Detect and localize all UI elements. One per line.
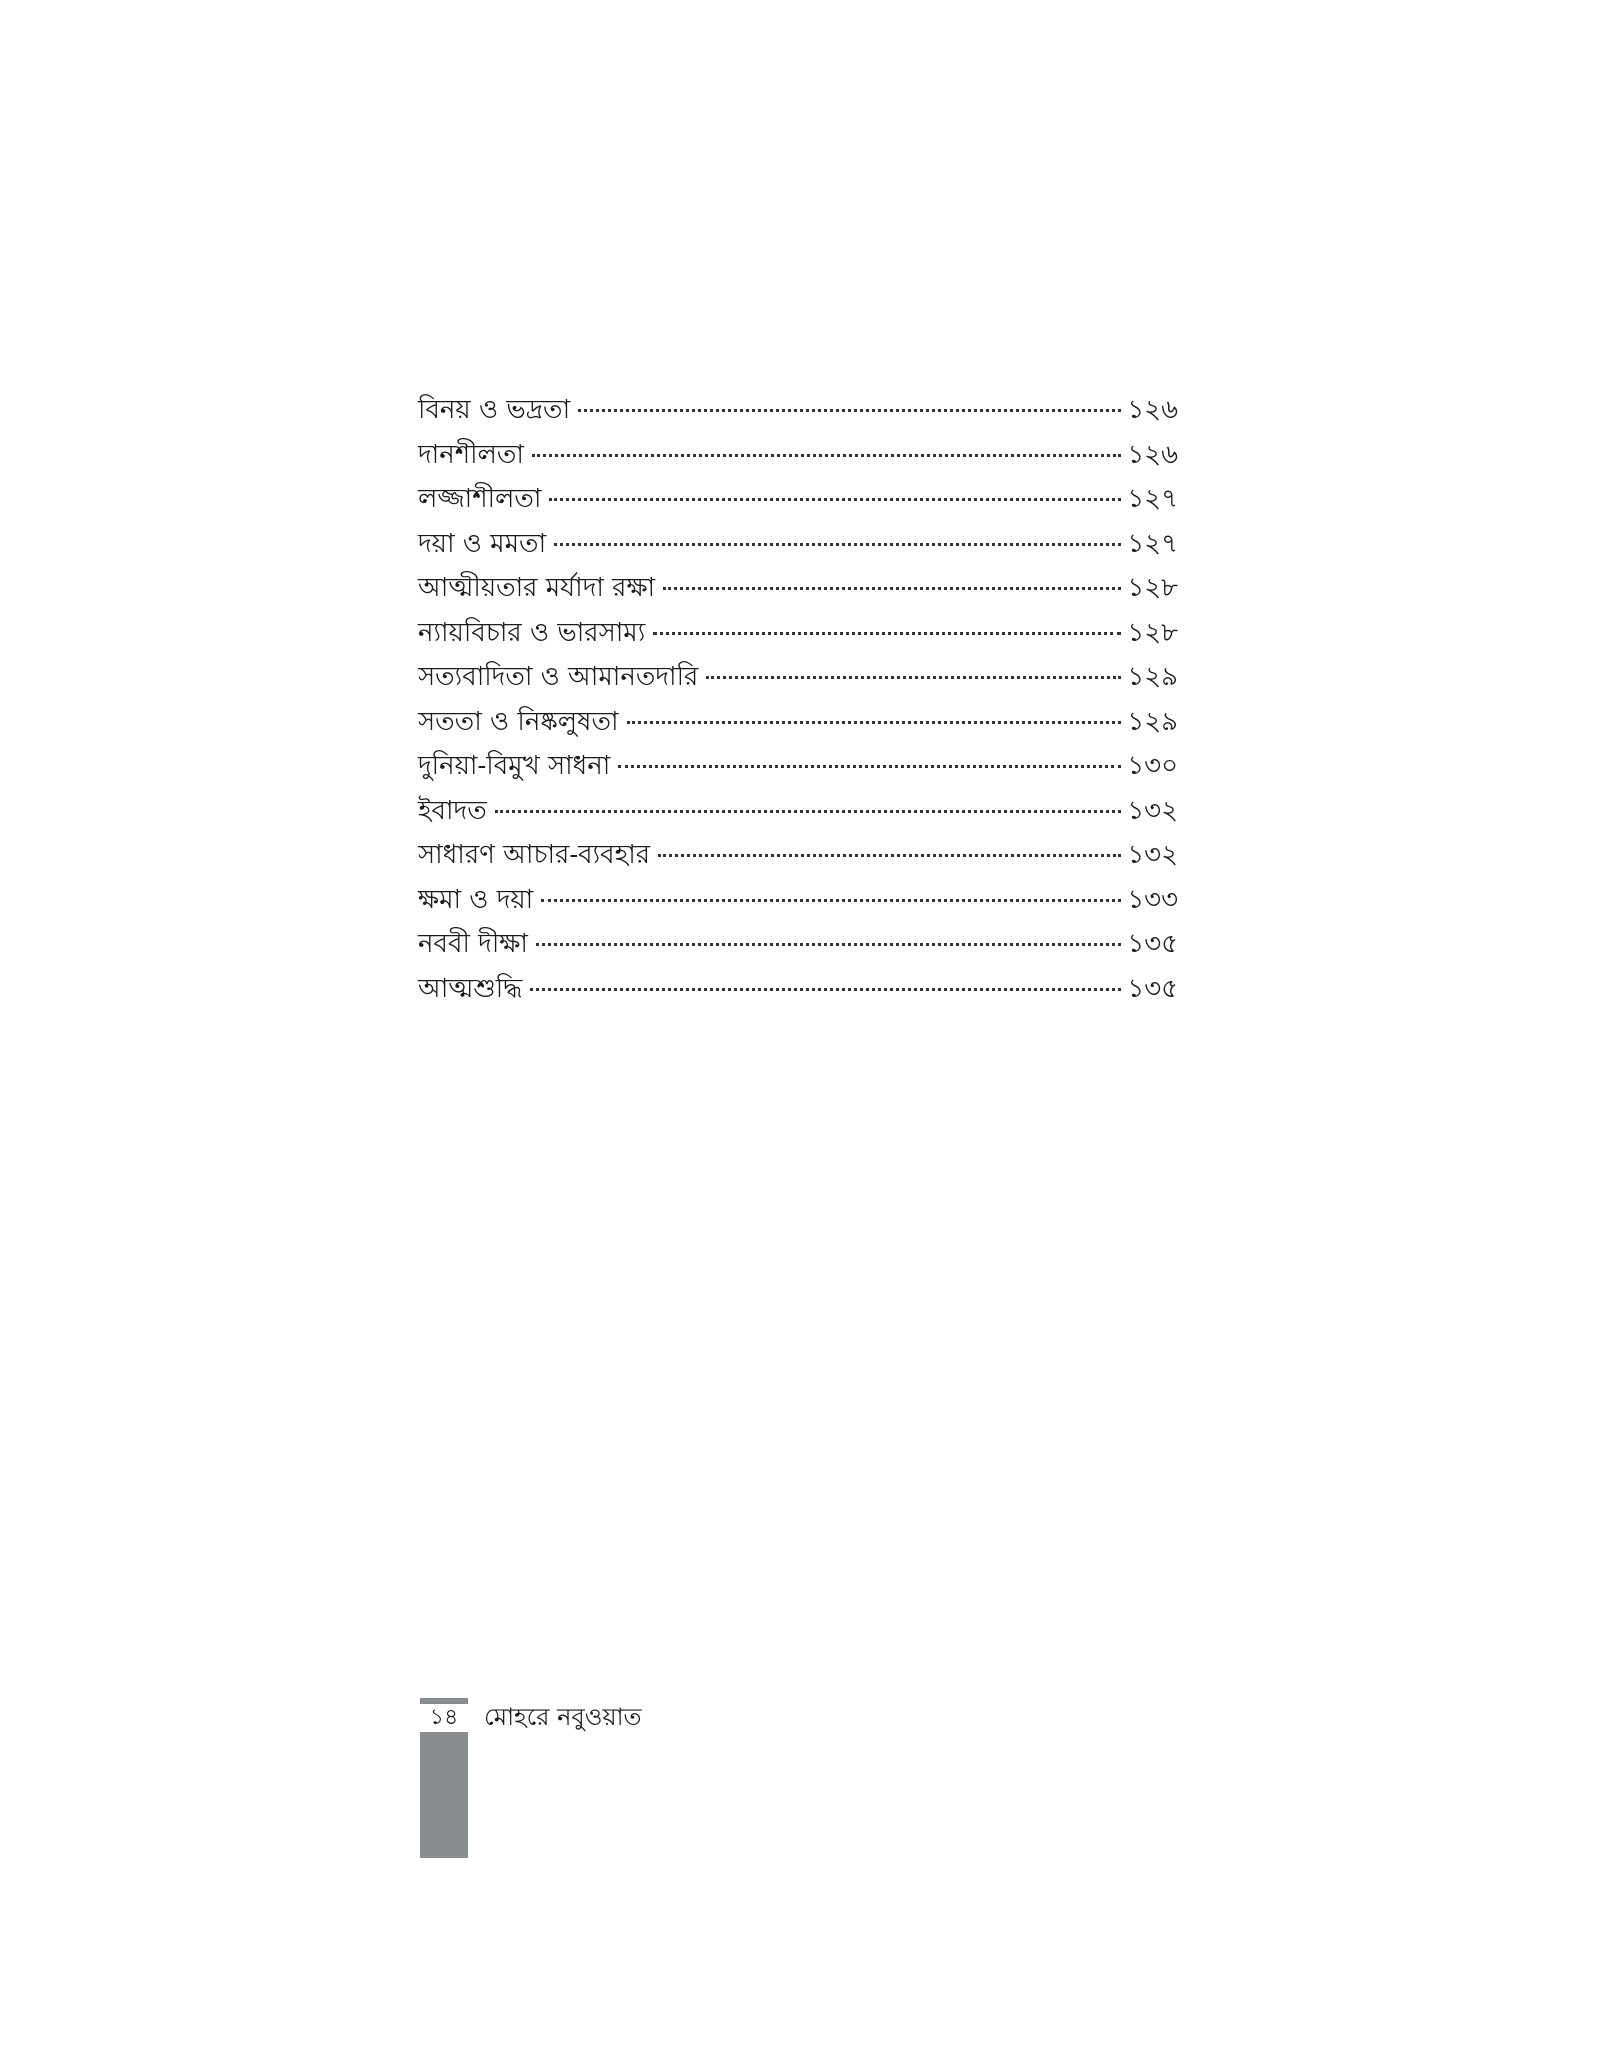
toc-entry xyxy=(418,789,1178,834)
toc-entry-title: লজ্জাশীলতা xyxy=(418,484,542,514)
dot-leader xyxy=(530,988,1121,991)
toc-entry-page: ১২৯ xyxy=(1127,706,1178,737)
dot-leader xyxy=(618,765,1121,768)
toc-entry-page: ১৩২ xyxy=(1127,795,1178,826)
dot-leader xyxy=(578,409,1121,412)
toc-entry xyxy=(418,744,1178,789)
dot-leader xyxy=(663,587,1121,590)
toc-entry-page: ১২৯ xyxy=(1127,662,1178,692)
toc-entry-page: ১৩২ xyxy=(1127,840,1178,870)
footer-side-bar xyxy=(420,1698,468,1858)
toc-entry xyxy=(418,922,1178,967)
toc-entry-page: ১৩৫ xyxy=(1127,929,1178,959)
dot-leader xyxy=(554,543,1121,546)
toc-entry xyxy=(418,522,1178,567)
toc-entry-title: সত্যবাদিতা ও আমানতদারি xyxy=(418,662,699,692)
dot-leader xyxy=(627,721,1122,724)
toc-entry xyxy=(418,833,1178,878)
toc-entry-page: ১২৬ xyxy=(1127,395,1178,425)
dot-leader xyxy=(495,810,1122,813)
dot-leader xyxy=(658,854,1121,857)
toc-entry xyxy=(418,878,1178,923)
page-number: ১৪ xyxy=(429,1705,459,1730)
toc-entry-page: ১২৭ xyxy=(1127,528,1178,559)
toc-entry-title: নববী দীক্ষা xyxy=(418,929,528,959)
toc-entry-page: ১৩৩ xyxy=(1127,884,1178,915)
toc-entry xyxy=(418,566,1178,611)
toc-entry xyxy=(418,477,1178,522)
toc-entry-title: ইবাদত xyxy=(418,795,487,826)
toc-entry-title: দয়া ও মমতা xyxy=(418,528,547,559)
toc-entry-page: ১৩০ xyxy=(1127,751,1178,781)
toc-entry-title: ন্যায়বিচার ও ভারসাম্য xyxy=(418,617,646,648)
toc-entry-title: আত্মীয়তার মর্যাদা রক্ষা xyxy=(418,573,656,603)
footer-bar-bottom xyxy=(420,1732,468,1858)
toc-entry xyxy=(418,967,1178,1012)
toc-entry xyxy=(418,611,1178,656)
toc-entry xyxy=(418,433,1178,478)
toc-entry-page: ১২৮ xyxy=(1127,573,1178,603)
dot-leader xyxy=(653,632,1121,635)
toc-entry-page: ১২৮ xyxy=(1127,617,1178,648)
toc-entry-title: সততা ও নিষ্কলুষতা xyxy=(418,706,619,737)
toc-entry xyxy=(418,388,1178,433)
table-of-contents xyxy=(418,388,1178,1011)
toc-entry-title: আত্মশুদ্ধি xyxy=(418,973,523,1004)
toc-entry xyxy=(418,700,1178,745)
toc-entry xyxy=(418,655,1178,700)
toc-entry-page: ১৩৫ xyxy=(1127,973,1178,1004)
toc-entry-title: বিনয় ও ভদ্রতা xyxy=(418,395,571,425)
dot-leader xyxy=(706,676,1121,679)
toc-entry-title: সাধারণ আচার-ব্যবহার xyxy=(418,840,651,870)
dot-leader xyxy=(549,498,1121,501)
toc-entry-title: দুনিয়া-বিমুখ সাধনা xyxy=(418,751,611,781)
toc-entry-title: দানশীলতা xyxy=(418,439,524,470)
book-title: মোহরে নবুওয়াত xyxy=(484,1703,642,1731)
toc-entry-page: ১২৬ xyxy=(1127,439,1178,470)
toc-entry-page: ১২৭ xyxy=(1127,484,1178,514)
footer-bar-top xyxy=(420,1698,468,1704)
dot-leader xyxy=(536,943,1121,946)
dot-leader xyxy=(532,454,1121,457)
toc-entry-title: ক্ষমা ও দয়া xyxy=(418,884,534,915)
dot-leader xyxy=(541,899,1121,902)
